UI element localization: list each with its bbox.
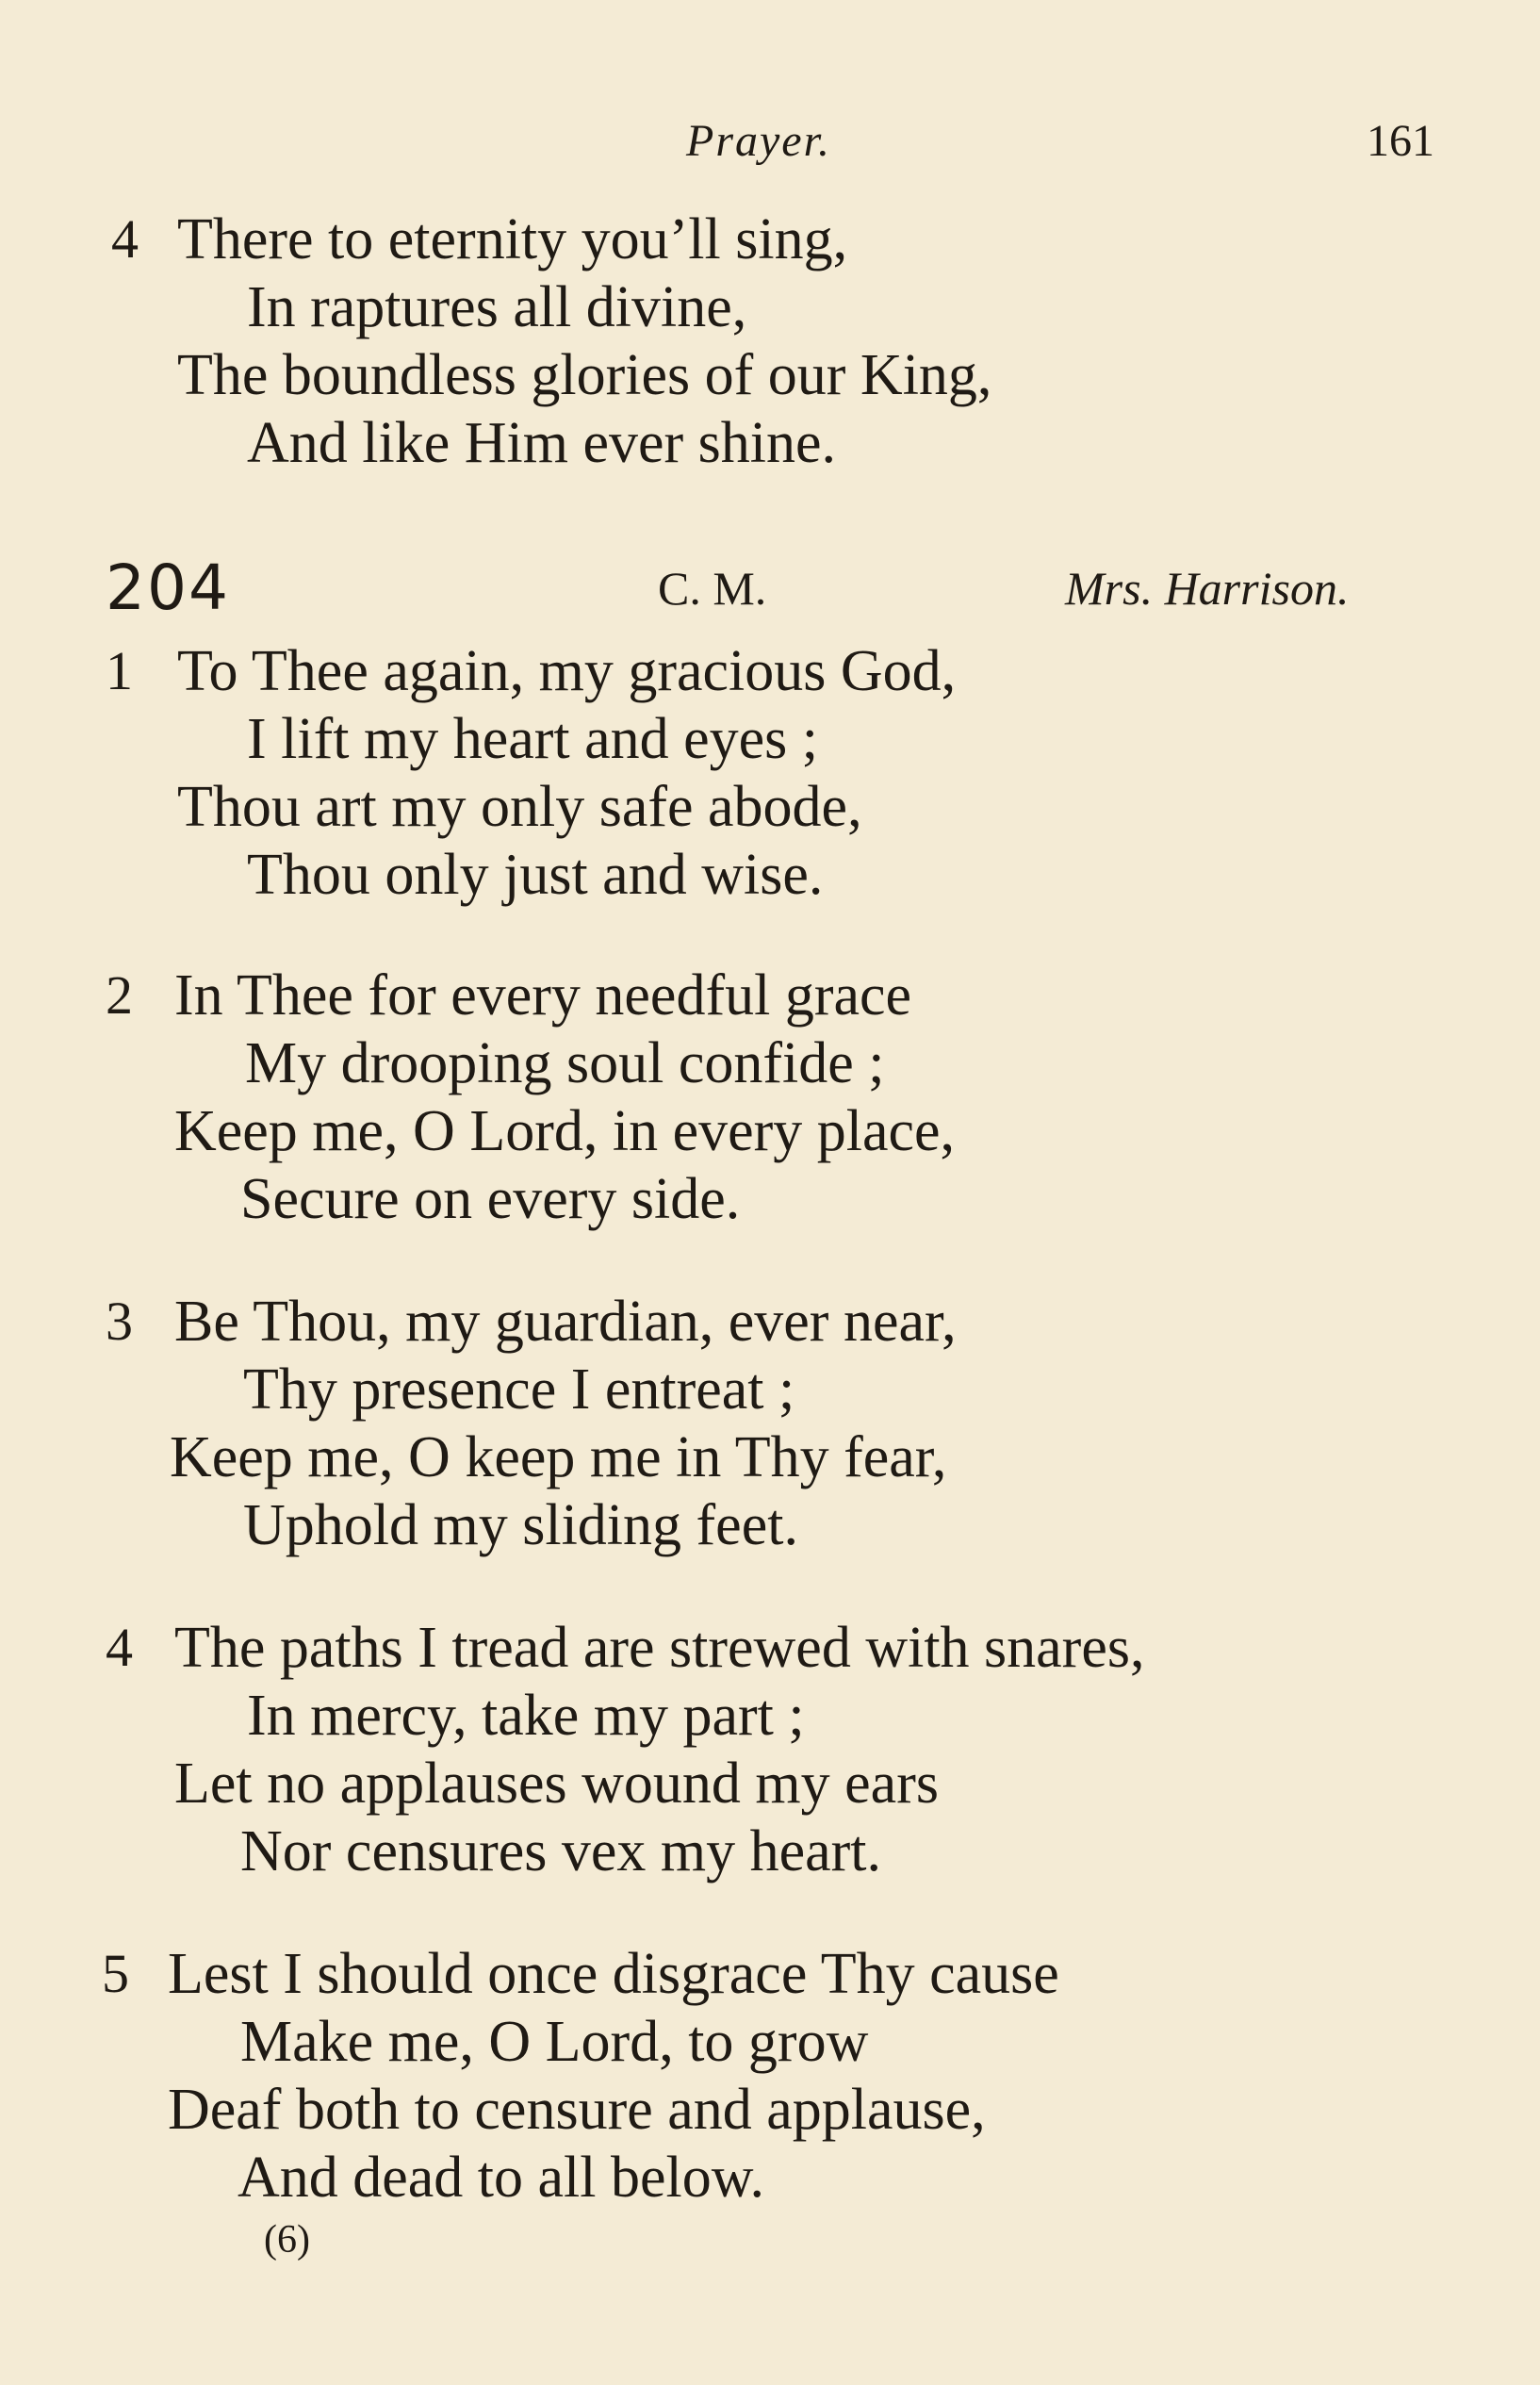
stanza-number: 1 (106, 640, 133, 701)
verse-line: In raptures all divine, (247, 275, 747, 339)
running-title: Prayer. (686, 116, 831, 166)
verse-line: And like Him ever shine. (247, 411, 837, 475)
verse-line: Make me, O Lord, to grow (240, 2010, 869, 2074)
verse-line: My drooping soul confide ; (245, 1031, 885, 1095)
verse-line: I lift my heart and eyes ; (247, 707, 819, 771)
hymn-heading (0, 551, 1540, 627)
stanza-number: 2 (106, 964, 133, 1026)
verse-line: Secure on every side. (240, 1167, 741, 1231)
stanza-number: 4 (106, 1617, 133, 1678)
verse-line: The boundless glories of our King, (177, 343, 992, 407)
verse-line: In mercy, take my part ; (247, 1684, 805, 1748)
page-number: 161 (1367, 116, 1434, 166)
stanza-number: 5 (102, 1943, 129, 2004)
hymn-author: Mrs. Harrison. (1065, 562, 1350, 615)
verse-line: Deaf both to censure and applause, (168, 2078, 986, 2142)
running-head (0, 115, 1540, 172)
verse-line: And dead to all below. (238, 2146, 764, 2210)
verse-line: In Thee for every needful grace (174, 963, 912, 1028)
verse-line: Thou only just and wise. (247, 843, 824, 907)
verse-line: Lest I should once disgrace Thy cause (168, 1942, 1059, 2006)
verse-line: Uphold my sliding feet. (243, 1493, 798, 1557)
signature-mark: (6) (264, 2218, 310, 2262)
verse-line: Thou art my only safe abode, (177, 775, 862, 839)
hymn-number: 204 (106, 551, 230, 624)
verse-line: Let no applauses wound my ears (174, 1752, 939, 1816)
stanza-number: 3 (106, 1291, 133, 1352)
verse-line: Be Thou, my guardian, ever near, (174, 1290, 957, 1354)
verse-line: To Thee again, my gracious God, (177, 639, 957, 703)
verse-line: Nor censures vex my heart. (240, 1819, 882, 1883)
verse-line: There to eternity you’ll sing, (177, 207, 848, 271)
hymn-meter: C. M. (658, 562, 767, 615)
verse-line: Keep me, O keep me in Thy fear, (170, 1425, 947, 1489)
verse-line: The paths I tread are strewed with snares, (174, 1616, 1145, 1680)
verse-line: Thy presence I entreat ; (243, 1357, 795, 1422)
stanza-number: 4 (111, 208, 139, 270)
verse-line: Keep me, O Lord, in every place, (174, 1099, 956, 1163)
